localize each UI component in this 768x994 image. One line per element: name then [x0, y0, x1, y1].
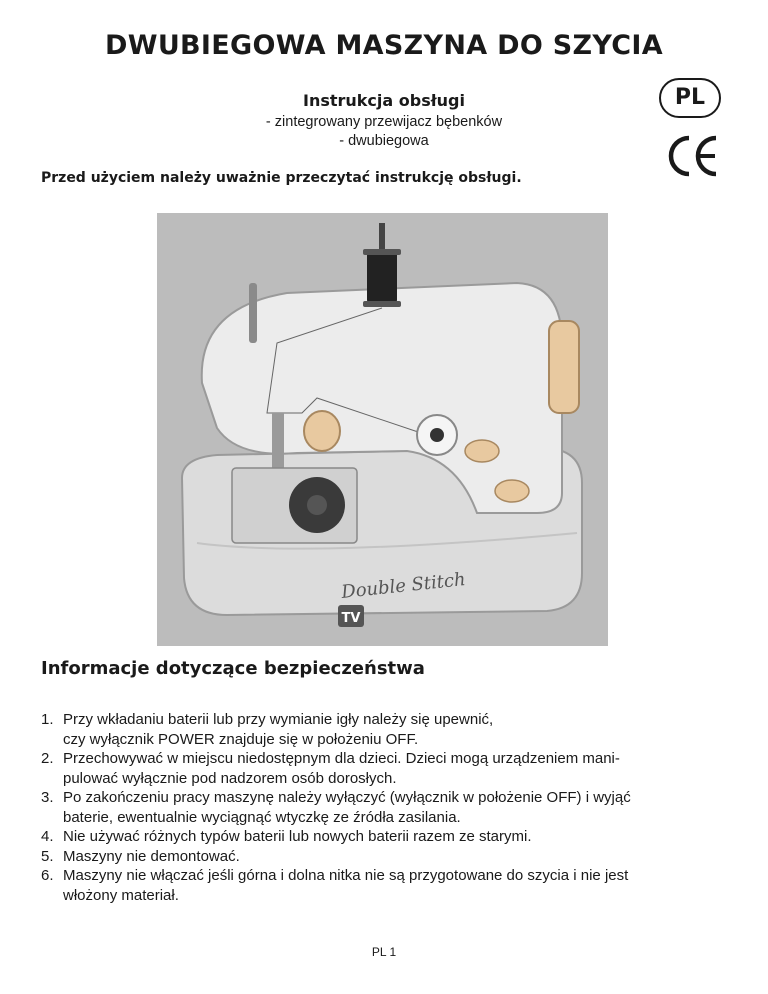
list-item-line: Nie używać różnych typów baterii lub nowych baterii razem ze starymi.	[63, 828, 532, 845]
list-item-line: Przy wkładaniu baterii lub przy wymianie igły należy się upewnić,	[63, 711, 494, 728]
list-item	[41, 847, 731, 867]
list-item-line: czy wyłącznik POWER znajduje się w położeniu OFF.	[63, 730, 419, 748]
list-item-number: 5.	[41, 847, 54, 865]
list-item	[41, 749, 731, 788]
list-item-number: 1.	[41, 711, 54, 728]
list-item-line: Przechowywać w miejscu niedostępnym dla dzieci. Dzieci mogą urządzeniem mani-	[63, 750, 620, 767]
brand-text: Double Stitch	[340, 569, 467, 603]
feature-line-speed: - dwubiegowa	[339, 133, 429, 149]
list-item-line: Po zakończeniu pracy maszynę należy wyłączyć (wyłącznik w położenie OFF) i wyjąć	[63, 789, 631, 806]
language-badge: PL	[659, 78, 721, 118]
list-item-number: 6.	[41, 867, 54, 884]
list-item-line: Maszyny nie włączać jeśli górna i dolna nitka nie są przygotowane do szycia i nie jest	[63, 867, 629, 884]
list-item-line: Maszyny nie demontować.	[63, 847, 240, 865]
safety-list	[41, 710, 731, 905]
list-item-number: 4.	[41, 828, 54, 845]
list-item-line: włożony materiał.	[63, 886, 179, 904]
list-item-number: 3.	[41, 789, 54, 806]
list-item-line: pulować wyłącznie pod nadzorem osób dorosłych.	[63, 769, 397, 787]
list-item	[41, 827, 731, 847]
list-item-number: 2.	[41, 750, 54, 767]
product-photo	[157, 213, 608, 646]
subtitle: Instrukcja obsługi	[302, 91, 465, 110]
page-title: DWUBIEGOWA MASZYNA DO SZYCIA	[105, 30, 663, 61]
warning-text: Przed użyciem należy uważnie przeczytać instrukcję obsługi.	[41, 170, 522, 186]
safety-section-title: Informacje dotyczące bezpieczeństwa	[41, 658, 425, 679]
list-item	[41, 788, 731, 827]
list-item-line: baterie, ewentualnie wyciągnąć wtyczkę ze źródła zasilania.	[63, 808, 461, 826]
list-item	[41, 866, 731, 905]
tv-badge: TV	[341, 611, 361, 626]
list-item	[41, 710, 731, 749]
page-number: PL 1	[371, 945, 397, 959]
feature-line-winder: - zintegrowany przewijacz bębenków	[265, 114, 503, 130]
sewing-machine-illustration	[157, 213, 608, 646]
ce-mark-icon	[663, 132, 721, 180]
